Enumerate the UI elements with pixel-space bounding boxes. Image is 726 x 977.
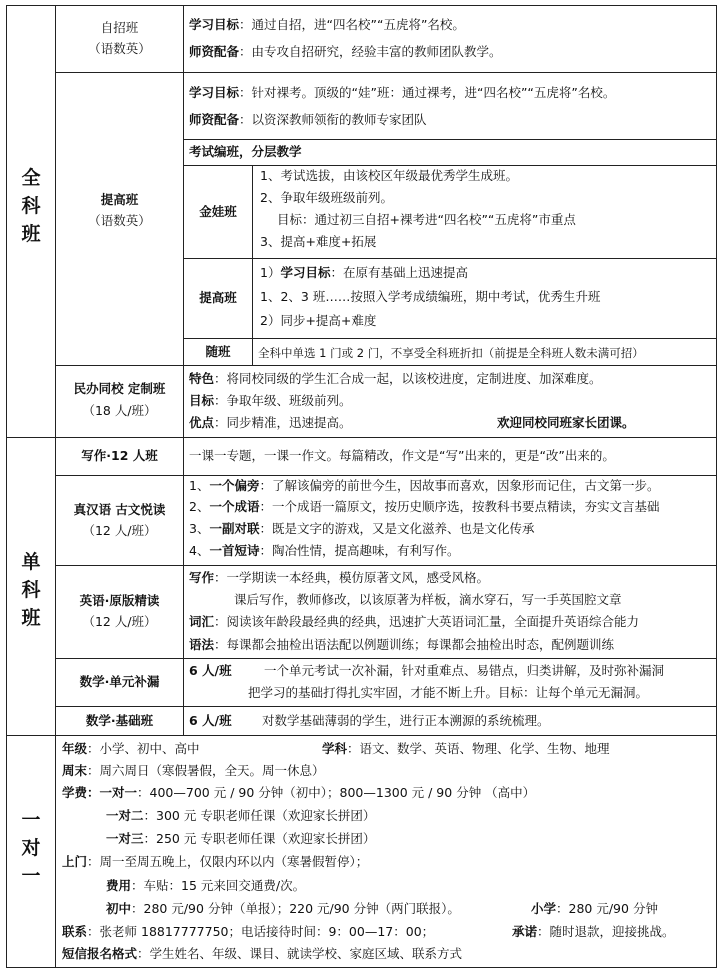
divider-sub — [252, 165, 253, 365]
label: 一个偏旁 — [209, 478, 260, 493]
category-char: 科 — [21, 579, 41, 601]
cost-line — [106, 877, 305, 895]
primary-price-line — [531, 900, 658, 918]
value: ：由专攻自招研究，经验丰富的教师团队教学。 — [239, 44, 502, 59]
value: ：学生姓名、年级、课目、就读学校、家庭区域、联系方式 — [137, 946, 463, 961]
minban-sub: （18 人/班） — [82, 403, 157, 418]
category-char: 班 — [21, 607, 41, 629]
tigao-sub: （语数英） — [88, 213, 151, 228]
suiban-name: 随班 — [205, 344, 231, 359]
english-writing — [189, 569, 489, 587]
xiezuo-text: 一课一专题，一课一作文。每篇精改，作文是“写”出来的，更是“改”出来的。 — [189, 448, 615, 463]
value: ：将同校同级的学生汇合成一起，以该校进度，定制进度、加深难度。 — [214, 371, 602, 386]
rule-tigao2 — [183, 338, 717, 339]
label: 一对二 — [106, 808, 144, 823]
tigao2-line2: 1、2、3 班……按照入学考成绩编班，期中考试，优秀生升班 — [260, 289, 601, 304]
jinwa-line: 3、提高+难度+拓展 — [260, 234, 377, 249]
category-char: 对 — [21, 837, 41, 859]
label: 写作 — [189, 570, 215, 585]
value: ：小学、初中、高中 — [87, 741, 200, 756]
english-writing-2: 课后写作，教师修改，以该原著为样板，滴水穿石，写一手英国腔文章 — [234, 592, 622, 607]
label: 上门 — [62, 854, 88, 869]
value: ：280 元/90 分钟（单报）；220 元/90 分钟（两门联报）。 — [131, 901, 460, 916]
math-unit-size: 6 人/班 — [189, 663, 232, 678]
promise-line — [512, 923, 675, 941]
category-char: 一 — [21, 865, 41, 887]
category-char: 单 — [21, 551, 41, 573]
label: 师资配备 — [189, 112, 240, 127]
minban-goal — [189, 392, 352, 410]
label: 学习目标 — [189, 17, 240, 32]
label: 初中 — [106, 901, 132, 916]
prefix: 1） — [260, 265, 281, 280]
tigao-name: 提高班 — [100, 192, 139, 207]
label: 联系 — [62, 924, 88, 939]
label: 师资配备 — [189, 44, 240, 59]
label: 学习目标 — [189, 85, 240, 100]
divider-name — [183, 5, 184, 735]
xiezuo-name: 写作·12 人班 — [81, 448, 158, 463]
prefix: 4、 — [189, 543, 210, 558]
value: ：以资深教师领衔的教师专家团队 — [239, 112, 427, 127]
zizhao-teach — [189, 43, 502, 61]
minban-advantage — [189, 414, 352, 432]
minban-feature — [189, 370, 602, 388]
rule-zizhao — [55, 72, 717, 73]
label: 一首短诗 — [209, 543, 260, 558]
label: 承诺 — [512, 924, 538, 939]
value: ：通过自招，进“四名校”“五虎将”名校。 — [239, 17, 465, 32]
prefix: 1、 — [189, 478, 210, 493]
rule-exam — [183, 165, 717, 166]
tigao2-name: 提高班 — [199, 290, 237, 305]
middle-price-line — [106, 900, 460, 918]
hanyu-row — [189, 520, 534, 538]
value: ：了解该偏旁的前世今生，因故事而喜欢，因象形而记住，古文第一步。 — [259, 478, 660, 493]
hanyu-row — [189, 542, 459, 560]
category-char: 全 — [21, 167, 41, 189]
math-unit-text2: 把学习的基础打得扎实牢固，才能不断上升。目标：让每个单元无漏洞。 — [248, 685, 649, 700]
minban-welcome: 欢迎同校同班家长团课。 — [497, 415, 635, 430]
door-line — [62, 853, 368, 871]
prefix: 2、 — [189, 499, 210, 514]
label: 短信报名格式 — [62, 946, 138, 961]
value: ：争取年级、班级前列。 — [214, 393, 352, 408]
border-top — [6, 5, 717, 6]
math-basic-name: 数学·基础班 — [85, 713, 154, 728]
fee-line-3 — [106, 830, 375, 848]
zizhao-goal — [189, 16, 465, 34]
label: 一副对联 — [209, 521, 260, 536]
label: 目标 — [189, 393, 215, 408]
value: ：在原有基础上迅速提高 — [330, 265, 468, 280]
jinwa-line: 目标：通过初三自招+裸考进“四名校”“五虎将”市重点 — [277, 212, 576, 227]
value: ：一个成语一篇原文，按历史顺序选，按教科书要点精读，夯实文言基础 — [259, 499, 660, 514]
english-grammar — [189, 636, 614, 654]
label: 语法 — [189, 637, 215, 652]
subject-line — [322, 740, 610, 758]
value: ：随时退款，迎接挑战。 — [537, 924, 675, 939]
category-char: 班 — [21, 223, 41, 245]
label: 词汇 — [189, 614, 215, 629]
label: 一对三 — [106, 831, 144, 846]
tigao-goal — [189, 84, 615, 102]
value: ：语文、数学、英语、物理、化学、生物、地理 — [347, 741, 610, 756]
rule-xiezuo — [55, 475, 717, 476]
label: 一个成语 — [209, 499, 260, 514]
value: ：同步精准，迅速提高。 — [214, 415, 352, 430]
value: ：张老师 18817777750；电话接待时间：9：00—17：00； — [87, 924, 435, 939]
label: 特色 — [189, 371, 215, 386]
rule-jinwa — [183, 258, 717, 259]
border-right — [716, 5, 717, 968]
rule-english — [55, 658, 717, 659]
rule-quanke-end — [6, 437, 717, 438]
prefix: 3、 — [189, 521, 210, 536]
label: 学费 — [62, 785, 88, 800]
label: 学习目标 — [280, 265, 331, 280]
value: ：周六周日（寒假暑假，全天。周一休息） — [87, 763, 325, 778]
english-name: 英语·原版精读 — [79, 593, 160, 608]
category-char: 科 — [21, 195, 41, 217]
rule-math-unit — [55, 706, 717, 707]
tigao-teach — [189, 111, 427, 129]
value: ：阅读该年龄段最经典的经典，迅速扩大英语词汇量，全面提升英语综合能力 — [214, 614, 640, 629]
tigao2-line1 — [260, 264, 468, 282]
contact-line — [62, 923, 434, 941]
value: ：一学期读一本经典，模仿原著文风，感受风格。 — [214, 570, 490, 585]
grade-line — [62, 740, 200, 758]
value: ：针对裸考。顶级的“娃”班：通过裸考，进“四名校”“五虎将”名校。 — [239, 85, 616, 100]
value: ：陶冶性情，提高趣味，有利写作。 — [259, 543, 460, 558]
value: ：250 元 专职老师任课（欢迎家长拼团） — [143, 831, 376, 846]
jinwa-line: 1、考试选拔，由该校区年级最优秀学生成班。 — [260, 168, 518, 183]
value: ：车贴：15 元来回交通费/次。 — [131, 878, 306, 893]
category-yiduiyi — [6, 806, 56, 890]
math-unit-name: 数学·单元补漏 — [79, 674, 160, 689]
label: 学科 — [322, 741, 348, 756]
label: 小学 — [531, 901, 557, 916]
suiban-text: 全科中单选 1 门或 2 门，不享受全科班折扣（前提是全科班人数未满可招） — [258, 346, 644, 360]
sms-line — [62, 945, 462, 963]
value: ：既是文字的游戏，又是文化滋养、也是文化传承 — [259, 521, 535, 536]
zizhao-name: 自招班 — [100, 20, 139, 35]
zizhao-sub: （语数英） — [88, 41, 151, 56]
weekend-line — [62, 762, 325, 780]
rule-suiban — [55, 365, 717, 366]
value: ：每课都会抽检出语法配以例题训练；每课都会抽检出时态，配例题训练 — [214, 637, 615, 652]
rule-tigao-teach — [183, 139, 717, 140]
english-vocab — [189, 613, 639, 631]
hanyu-sub: （12 人/班） — [82, 523, 157, 538]
label: 周末 — [62, 763, 88, 778]
math-basic-size: 6 人/班 — [189, 713, 232, 728]
hanyu-row — [189, 498, 659, 516]
math-basic-text: 对数学基础薄弱的学生，进行正本溯源的系统梳理。 — [262, 713, 550, 728]
math-unit-text1: 一个单元考试一次补漏，针对重难点、易错点，归类讲解，及时弥补漏洞 — [264, 663, 665, 678]
rule-danke-end — [6, 735, 717, 736]
jinwa-name: 金娃班 — [199, 204, 237, 219]
tigao2-line3: 2）同步+提高+难度 — [260, 313, 377, 328]
hanyu-name: 真汉语 古文悦读 — [73, 502, 166, 517]
label: 优点 — [189, 415, 215, 430]
value: ：400—700 元 / 90 分钟（初中）；800—1300 元 / 90 分钟 （高中） — [137, 785, 536, 800]
label: ：一对一 — [87, 785, 138, 800]
hanyu-row — [189, 477, 659, 495]
fee-line-1 — [62, 784, 535, 802]
minban-name: 民办同校 定制班 — [73, 381, 166, 396]
category-quanke — [6, 164, 56, 248]
value: ：280 元/90 分钟 — [556, 901, 658, 916]
tigao-exam: 考试编班，分层教学 — [189, 144, 302, 159]
category-char: 一 — [21, 809, 41, 831]
fee-line-2 — [106, 807, 375, 825]
english-sub: （12 人/班） — [82, 614, 157, 629]
label: 年级 — [62, 741, 88, 756]
value: ：周一至周五晚上，仅限内环以内（寒暑假暂停）； — [87, 854, 369, 869]
jinwa-line: 2、争取年级班级前列。 — [260, 190, 393, 205]
label: 费用 — [106, 878, 132, 893]
rule-hanyu — [55, 565, 717, 566]
category-danke — [6, 548, 56, 632]
border-bottom — [6, 967, 717, 968]
value: ：300 元 专职老师任课（欢迎家长拼团） — [143, 808, 376, 823]
